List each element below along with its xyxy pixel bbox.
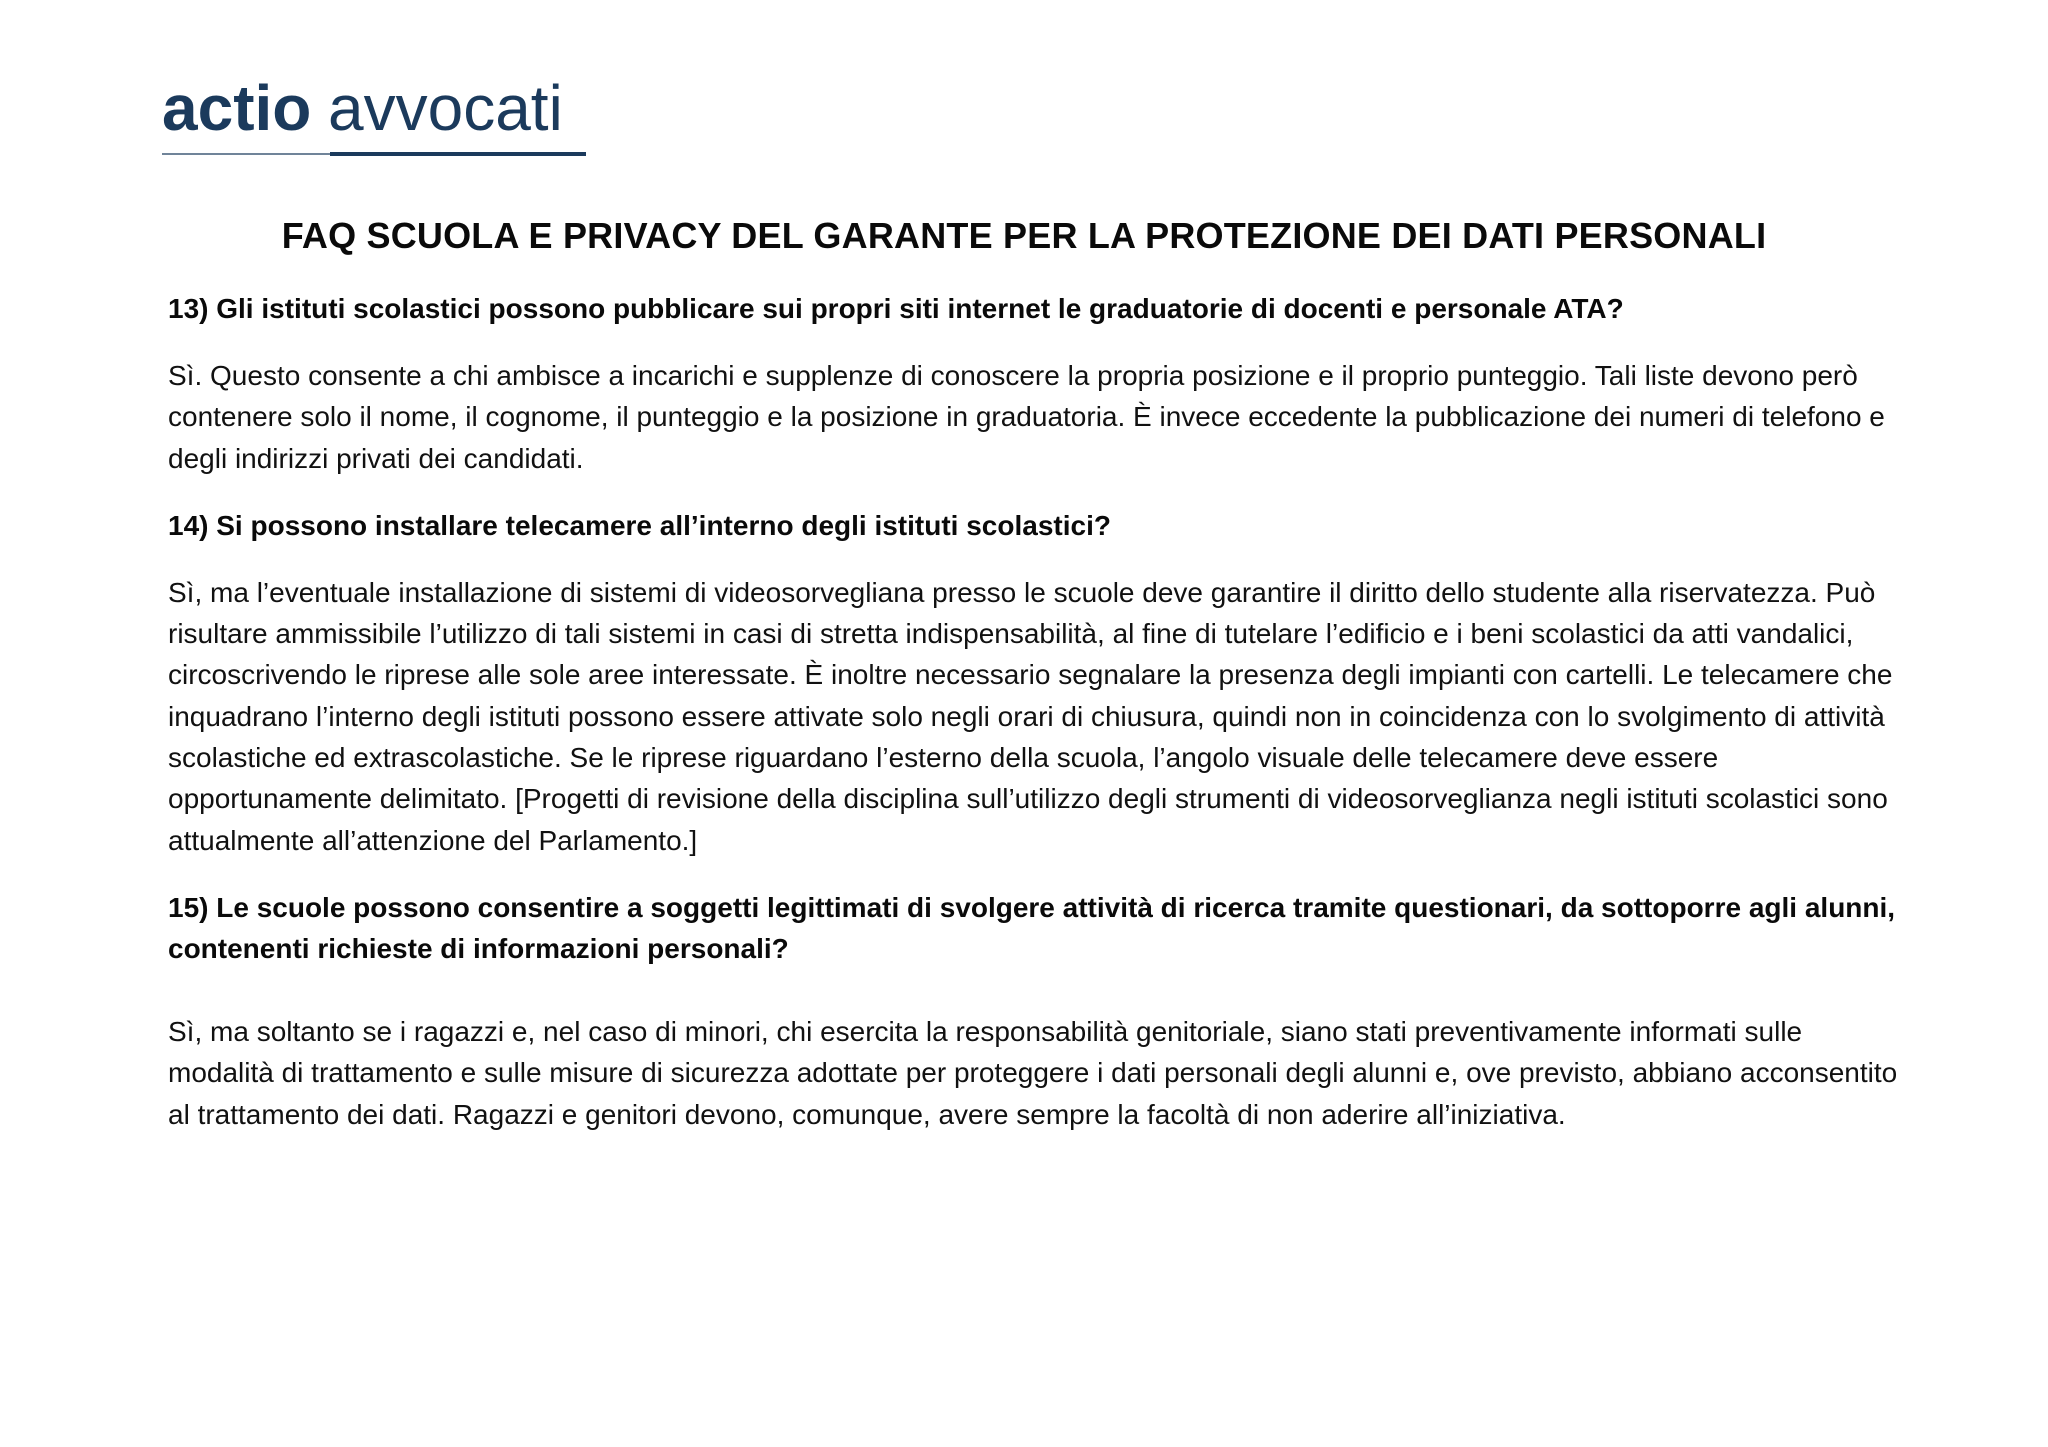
actio-avvocati-logo <box>162 66 590 158</box>
logo-word-avvocati: avvocati <box>328 72 563 144</box>
faq-answer-14: Sì, ma l’eventuale installazione di sistemi di videosorvegliana presso le scuole deve garantire il diritto dello studente alla riservatezza. Può risultare ammissibile l’utilizzo di tali sistemi in casi di stretta indispensabilità, al fine di tutelare l’edificio e i beni scolastici da atti vandalici, circoscrivendo le riprese alle sole aree interessate. È inoltre necessario segnalare la presenza degli impianti con cartelli. Le telecamere che inquadrano l’interno degli istituti possono essere attivate solo negli orari di chiusura, quindi non in coincidenza con lo svolgimento di attività scolastiche ed extrascolastiche. Se le riprese riguardano l’esterno della scuola, l’angolo visuale delle telecamere deve essere opportunamente delimitato. [Progetti di revisione della disciplina sull’utilizzo degli strumenti di videosorveglianza negli istituti scolastici sono attualmente all’attenzione del Parlamento.] <box>168 576 1893 856</box>
faq-question-13: 13) Gli istituti scolastici possono pubblicare sui propri siti internet le graduatorie di docenti e personale ATA? <box>168 293 1624 324</box>
document-title: FAQ SCUOLA E PRIVACY DEL GARANTE PER LA PROTEZIONE DEI DATI PERSONALI <box>281 215 1767 256</box>
faq-answer-15: Sì, ma soltanto se i ragazzi e, nel caso di minori, chi esercita la responsabilità genitoriale, siano stati preventivamente informati sulle modalità di trattamento e sulle misure di sicurezza adottate per proteggere i dati personali degli alunni e, ove previsto, abbiano acconsentito al trattamento dei dati. Ragazzi e genitori devono, comunque, avere sempre la facoltà di non aderire all’iniziativa. <box>168 1015 1898 1130</box>
faq-question-15: 15) Le scuole possono consentire a soggetti legittimati di svolgere attività di ricerca tramite questionari, da sottoporre agli alunni, contenenti richieste di informazioni personali? <box>168 891 1896 964</box>
faq-answer-13: Sì. Questo consente a chi ambisce a incarichi e supplenze di conoscere la propria posizione e il proprio punteggio. Tali liste devono però contenere solo il nome, il cognome, il punteggio e la posizione in graduatoria. È invece eccedente la pubblicazione dei numeri di telefono e degli indirizzi privati dei candidati. <box>168 360 1885 474</box>
faq-list <box>168 288 1908 1135</box>
logo-graphic <box>162 66 590 158</box>
faq-question-14: 14) Si possono installare telecamere all’interno degli istituti scolastici? <box>168 509 1111 541</box>
logo-word-actio: actio <box>162 72 312 144</box>
